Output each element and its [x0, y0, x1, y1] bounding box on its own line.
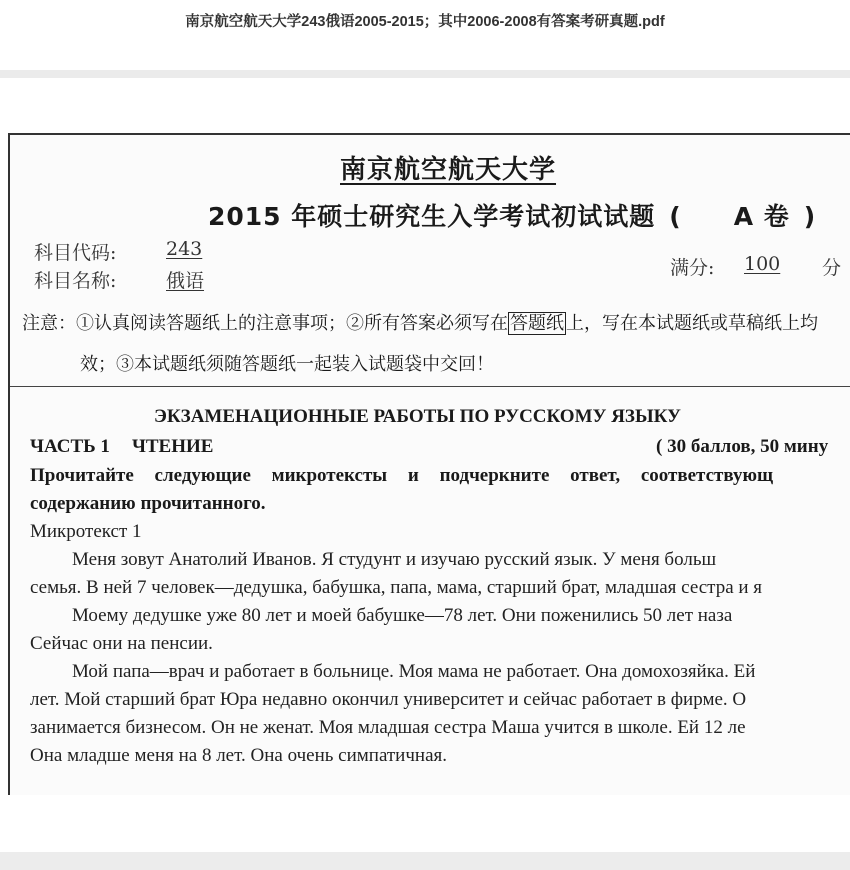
exam-page: [8, 133, 850, 795]
microtext-label: Микротекст 1: [30, 521, 142, 542]
part-label: ЧАСТЬ 1: [30, 436, 110, 457]
paper-type: A 卷: [733, 202, 790, 231]
subject-code-value: [166, 238, 202, 260]
notice-part-1: 注意：①认真阅读答题纸上的注意事项；②所有答案必须写在: [22, 313, 508, 334]
university-name: 南京航空航天大学: [340, 155, 557, 185]
score-label: 满分:: [670, 257, 715, 279]
bottom-bar: [0, 852, 850, 870]
score-value: [744, 253, 780, 275]
subject-name: 俄语: [166, 270, 205, 292]
file-title: 南京航空航天大学243俄语2005-2015；其中2006-2008有答案考研真题.pdf: [185, 14, 665, 30]
section-divider: [10, 386, 850, 387]
text-line: Сейчас они на пенсии.: [30, 633, 213, 654]
score: 100: [744, 253, 781, 275]
exam-title: [208, 197, 816, 233]
paren-open: (: [669, 202, 682, 231]
instruction-line-1: Прочитайте следующие микротексты и подчеркните ответ, соответствующ: [30, 465, 774, 486]
text-line: Моему дедушке уже 80 лет и моей бабушке—78 лет. Они поженились 50 лет наза: [72, 605, 733, 626]
text-line: Меня зовут Анатолий Иванов. Я студунт и изучаю русский язык. У меня больш: [72, 549, 717, 570]
paren-close: ): [803, 202, 817, 231]
subject-name-label: 科目名称:: [34, 270, 117, 292]
subject-code: 243: [166, 238, 203, 260]
exam-title-text: 2015 年硕士研究生入学考试初试试题: [208, 202, 656, 231]
subject-name-value: [166, 266, 204, 293]
russian-title: ЭКЗАМЕНАЦИОННЫЕ РАБОТЫ ПО РУССКОМУ ЯЗЫКУ: [154, 406, 681, 427]
score-unit: 分: [822, 257, 842, 279]
text-line: занимается бизнесом. Он не женат. Моя младшая сестра Маша учится в школе. Ей 12 ле: [30, 717, 746, 738]
text-line: лет. Мой старший брат Юра недавно окончил университет и сейчас работает в фирме. О: [30, 689, 747, 710]
text-line: семья. В ней 7 человек—дедушка, бабушка, папа, мама, старший брат, младшая сестра и я: [30, 577, 763, 598]
notice-line-2: 效；③本试题纸须随答题纸一起装入试题袋中交回！: [80, 354, 494, 375]
text-line: Мой папа—врач и работает в больнице. Моя мама не работает. Она домохозяйка. Ей: [72, 661, 756, 682]
text-line: Она младше меня на 8 лет. Она очень симпатичная.: [30, 745, 447, 766]
notice-line-1: [22, 309, 818, 335]
notice-part-2: 上，写在本试题纸或草稿纸上均: [566, 313, 818, 334]
part-heading: [30, 436, 213, 458]
header-divider: [0, 70, 850, 78]
part-name: ЧТЕНИЕ: [131, 436, 214, 457]
subject-code-label: 科目代码:: [34, 242, 117, 264]
points-info: ( 30 баллов, 50 мину: [656, 436, 829, 457]
notice-boxed: 答题纸: [510, 313, 564, 334]
pdf-header: [0, 0, 850, 70]
instruction-line-2: содержанию прочитанного.: [30, 493, 266, 514]
